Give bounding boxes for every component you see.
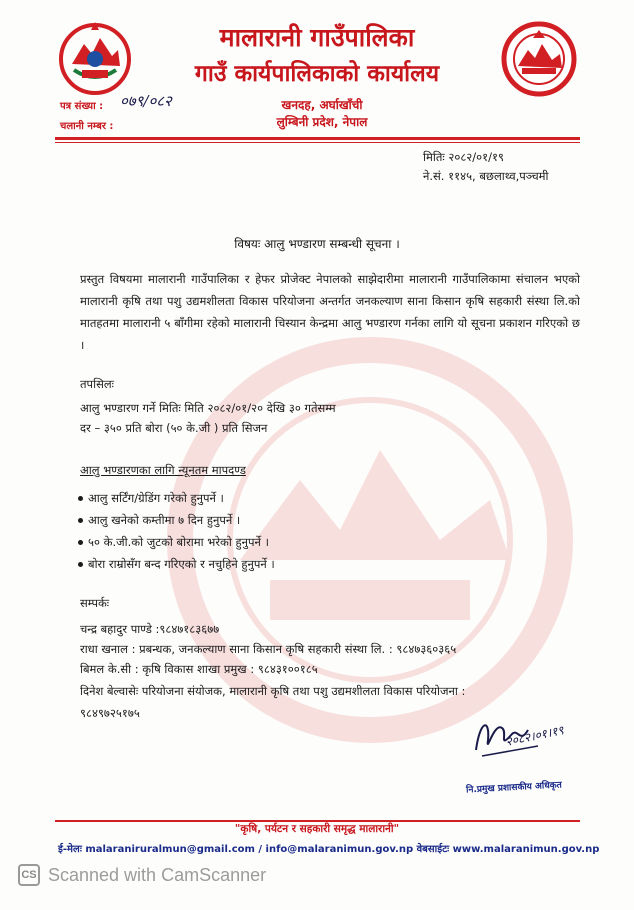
ref-no-value: ०७९/०८२ — [120, 92, 172, 110]
body-paragraph: प्रस्तुत विषयमा मालारानी गाउँपालिका र हेफर प्रोजेक्ट नेपालको साझेदारीमा मालारानी गाउँपालिकामा संचालन भएको मालारानी कृषि तथा पशु उद्यमशीलता विकास परियोजना अन्तर्गत जनकल्याण साना किसान कृषि सहकारी संस्था लि.को मातहतमा मालारानी ५ बाँगीमा रहेको मालारानी चिस्यान केन्द्रमा आलु भण्डारण गर्नका लागि यो सूचना प्रकाशन गरिएको छ । — [80, 272, 580, 352]
criteria-item: बोरा राम्रोसँग बन्द गरिएको र नचुहिने हुनुपर्ने । — [88, 557, 275, 571]
bullet-icon — [78, 562, 83, 567]
footer-contact: ई-मेलः malaraniruralmun@gmail.com / info@malaranimun.gov.np वेबसाईटः www.malaranimun.gov.np — [58, 844, 600, 855]
storage-dates: आलु भण्डारण गर्ने मितिः मिति २०८२/०१/२० देखि ३० गतेसम्म — [80, 401, 336, 415]
criteria-item: आलु सर्टिंग/ग्रेडिंग गरेको हुनुपर्ने । — [88, 491, 224, 505]
header-rule-thin — [55, 142, 580, 143]
ref-no-label: पत्र संख्या : — [60, 101, 104, 112]
bullet-icon — [78, 518, 83, 523]
officer-title: नि.प्रमुख प्रशासकीय अधिकृत — [465, 780, 563, 796]
camscanner-logo-icon: CS — [18, 864, 40, 886]
storage-rate: दर – ३५० प्रति बोरा (५० के.जी ) प्रति सिजन — [80, 421, 268, 435]
letter-date: मितिः २०८२/०१/१९ — [423, 150, 504, 164]
contact-line: राधा खनाल : प्रबन्धक, जनकल्याण साना किसान कृषि सहकारी संस्था लि. : ९८४७३६०३६५ — [80, 642, 457, 656]
nepal-emblem-icon — [52, 14, 138, 100]
contacts-heading: सम्पर्कः — [80, 596, 110, 610]
criteria-heading: आलु भण्डारणका लागि न्यूनतम मापदण्ड — [80, 463, 246, 477]
municipality-name: मालारानी गाउँपालिका — [219, 23, 415, 52]
details-heading: तपसिलः — [80, 377, 114, 391]
address-line-1: खनदह, अर्घाखाँची — [281, 98, 363, 112]
scanner-watermark — [18, 862, 266, 888]
address-line-2: लुम्बिनी प्रदेश, नेपाल — [276, 115, 368, 129]
list-item — [78, 487, 275, 509]
scanner-label: Scanned with CamScanner — [48, 864, 267, 885]
list-item — [78, 531, 275, 553]
contact-line: बिमल के.सी : कृषि विकास शाखा प्रमुख : ९८४३१००१८५ — [80, 662, 318, 676]
subject-line: विषयः आलु भण्डारण सम्बन्धी सूचना । — [234, 237, 400, 251]
criteria-item: ५० के.जी.को जुटको बोरामा भरेको हुनुपर्ने । — [88, 535, 269, 549]
contact-line: ९८४९७२५१७५ — [80, 706, 140, 720]
footer-slogan: "कृषि, पर्यटन र सहकारी समृद्ध मालारानी" — [234, 823, 400, 835]
office-name: गाउँ कार्यपालिकाको कार्यालय — [194, 61, 440, 87]
header-rule — [55, 137, 580, 140]
municipality-logo-icon — [500, 20, 578, 98]
contact-line: चन्द्र बहादुर पाण्डे :९८४७१८३६७७ — [80, 622, 220, 636]
signature-date: २०८२।०१।१९ — [504, 723, 565, 749]
contact-line: दिनेश बेल्वासेः परियोजना संयोजक, मालारानी कृषि तथा पशु उद्यमशीलता विकास परियोजना : — [80, 684, 466, 698]
bullet-icon — [78, 540, 83, 545]
list-item — [78, 553, 275, 575]
nepal-samvat-date: ने.सं. ११४५, बछलाथ्व,पञ्चमी — [423, 169, 549, 183]
list-item — [78, 509, 275, 531]
criteria-list — [78, 487, 275, 575]
bullet-icon — [78, 496, 83, 501]
criteria-item: आलु खनेको कम्तीमा ७ दिन हुनुपर्ने । — [88, 513, 241, 527]
dispatch-no-label: चलानी नम्बर : — [60, 121, 114, 132]
